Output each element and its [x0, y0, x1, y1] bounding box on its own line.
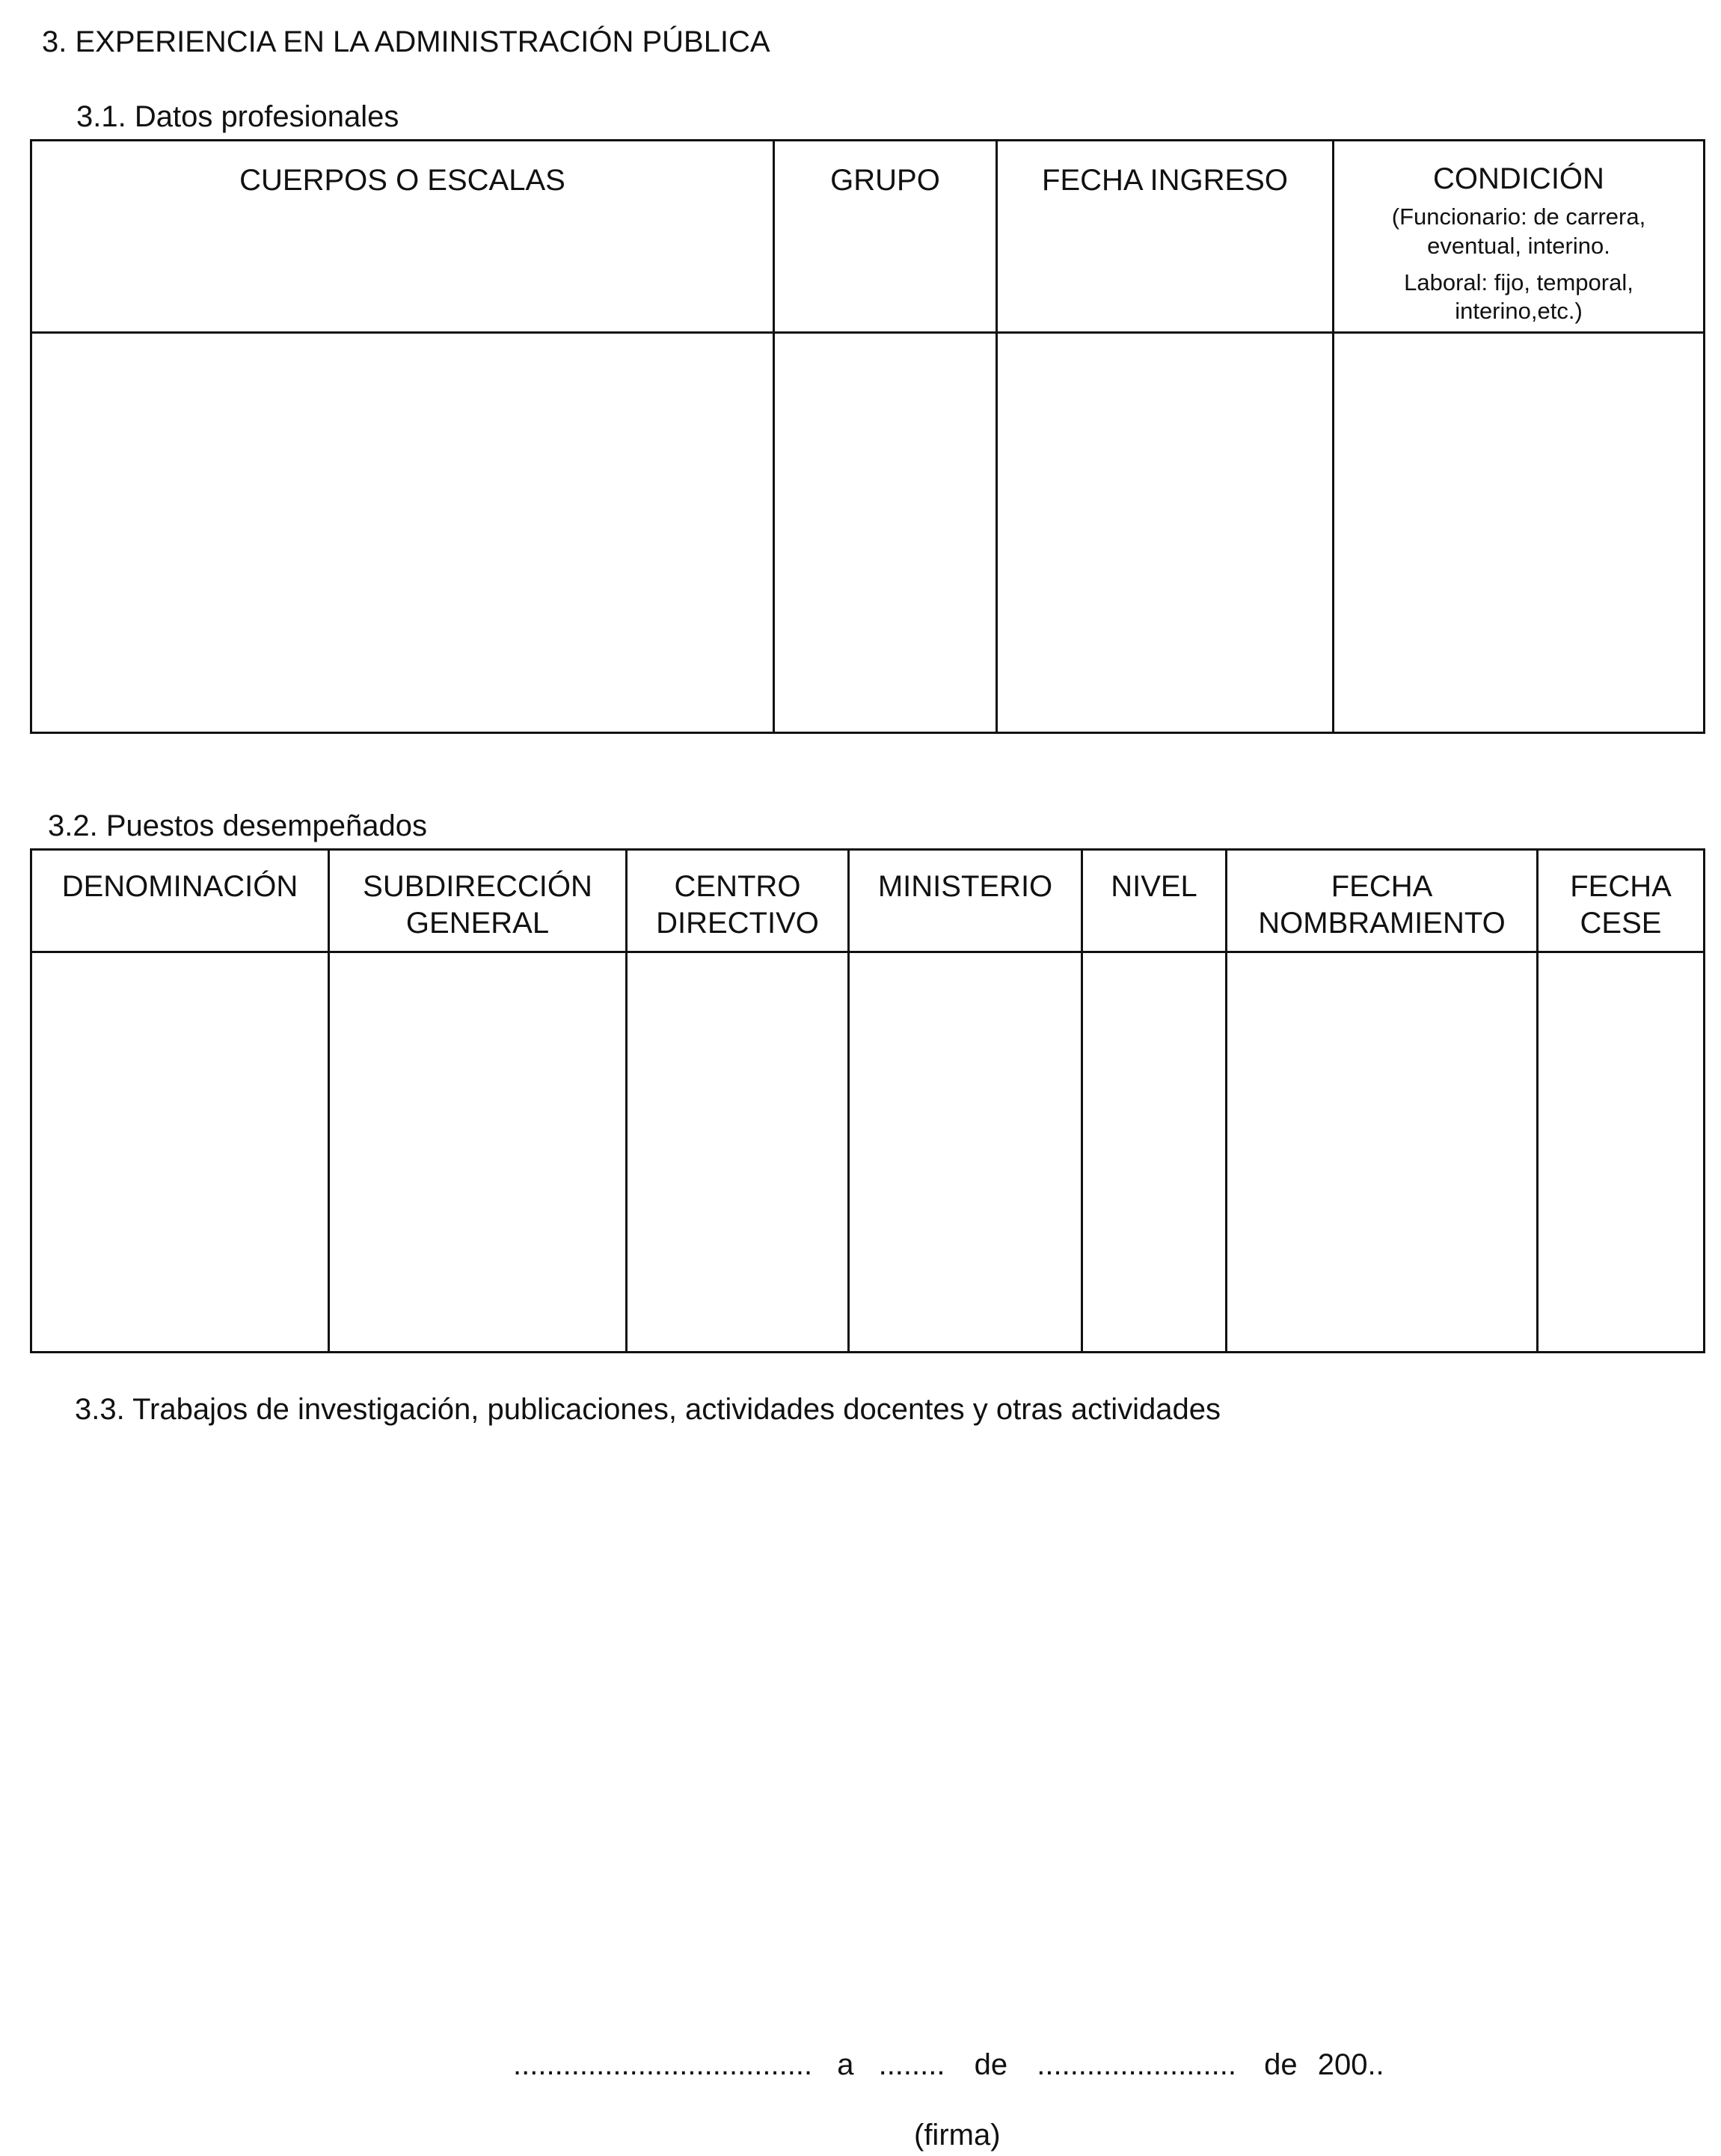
- header-fecha-nombramiento: FECHA NOMBRAMIENTO: [1227, 850, 1538, 952]
- header-subdireccion: SUBDIRECCIÓN GENERAL: [329, 850, 627, 952]
- header-fecha-cese: FECHA CESE: [1538, 850, 1705, 952]
- day-blank[interactable]: ........: [878, 2048, 945, 2081]
- table-header-row: [31, 850, 1705, 952]
- trabajos-title: 3.3. Trabajos de investigación, publicaciones, actividades docentes y otras actividades: [75, 1393, 1221, 1426]
- puestos-title: 3.2. Puestos desempeñados: [48, 809, 428, 842]
- header-nivel: NIVEL: [1082, 850, 1227, 952]
- datos-profesionales-table: [30, 139, 1705, 734]
- cell-subdireccion[interactable]: [329, 952, 627, 1353]
- signature-line: .................................... a ........ de ........................ de 200..: [513, 2048, 1384, 2081]
- cell-grupo[interactable]: [774, 333, 997, 733]
- header-centro: CENTRO DIRECTIVO: [627, 850, 849, 952]
- cell-cuerpos-escalas[interactable]: [31, 333, 774, 733]
- table-row: [31, 333, 1705, 733]
- cell-denominacion[interactable]: [31, 952, 329, 1353]
- header-fecha-ingreso: FECHA INGRESO: [997, 141, 1334, 333]
- cell-centro[interactable]: [627, 952, 849, 1353]
- cell-condicion[interactable]: [1334, 333, 1705, 733]
- header-cuerpos-escalas: CUERPOS O ESCALAS: [31, 141, 774, 333]
- table-header-row: [31, 141, 1705, 333]
- section-title: 3. EXPERIENCIA EN LA ADMINISTRACIÓN PÚBLICA: [42, 25, 770, 58]
- cell-nivel[interactable]: [1082, 952, 1227, 1353]
- cell-fecha-nombramiento[interactable]: [1227, 952, 1538, 1353]
- month-blank[interactable]: ........................: [1037, 2048, 1236, 2081]
- puestos-table: [30, 848, 1705, 1353]
- condicion-note: (Funcionario: de carrera, eventual, interino. Laboral: fijo, temporal, interino,etc.): [1391, 203, 1646, 325]
- cell-fecha-cese[interactable]: [1538, 952, 1705, 1353]
- cell-ministerio[interactable]: [849, 952, 1082, 1353]
- year-field[interactable]: 200..: [1317, 2048, 1384, 2081]
- cell-fecha-ingreso[interactable]: [997, 333, 1334, 733]
- firma-label: (firma): [914, 2119, 1001, 2152]
- header-denominacion: DENOMINACIÓN: [31, 850, 329, 952]
- header-condicion: CONDICIÓN (Funcionario: de carrera, eventual, interino. Laboral: fijo, temporal, interino,etc.): [1334, 141, 1705, 333]
- trabajos-area[interactable]: [75, 1444, 1703, 1982]
- header-grupo: GRUPO: [774, 141, 997, 333]
- table-row: [31, 952, 1705, 1353]
- datos-profesionales-title: 3.1. Datos profesionales: [76, 100, 399, 133]
- place-blank[interactable]: ....................................: [513, 2048, 813, 2081]
- header-ministerio: MINISTERIO: [849, 850, 1082, 952]
